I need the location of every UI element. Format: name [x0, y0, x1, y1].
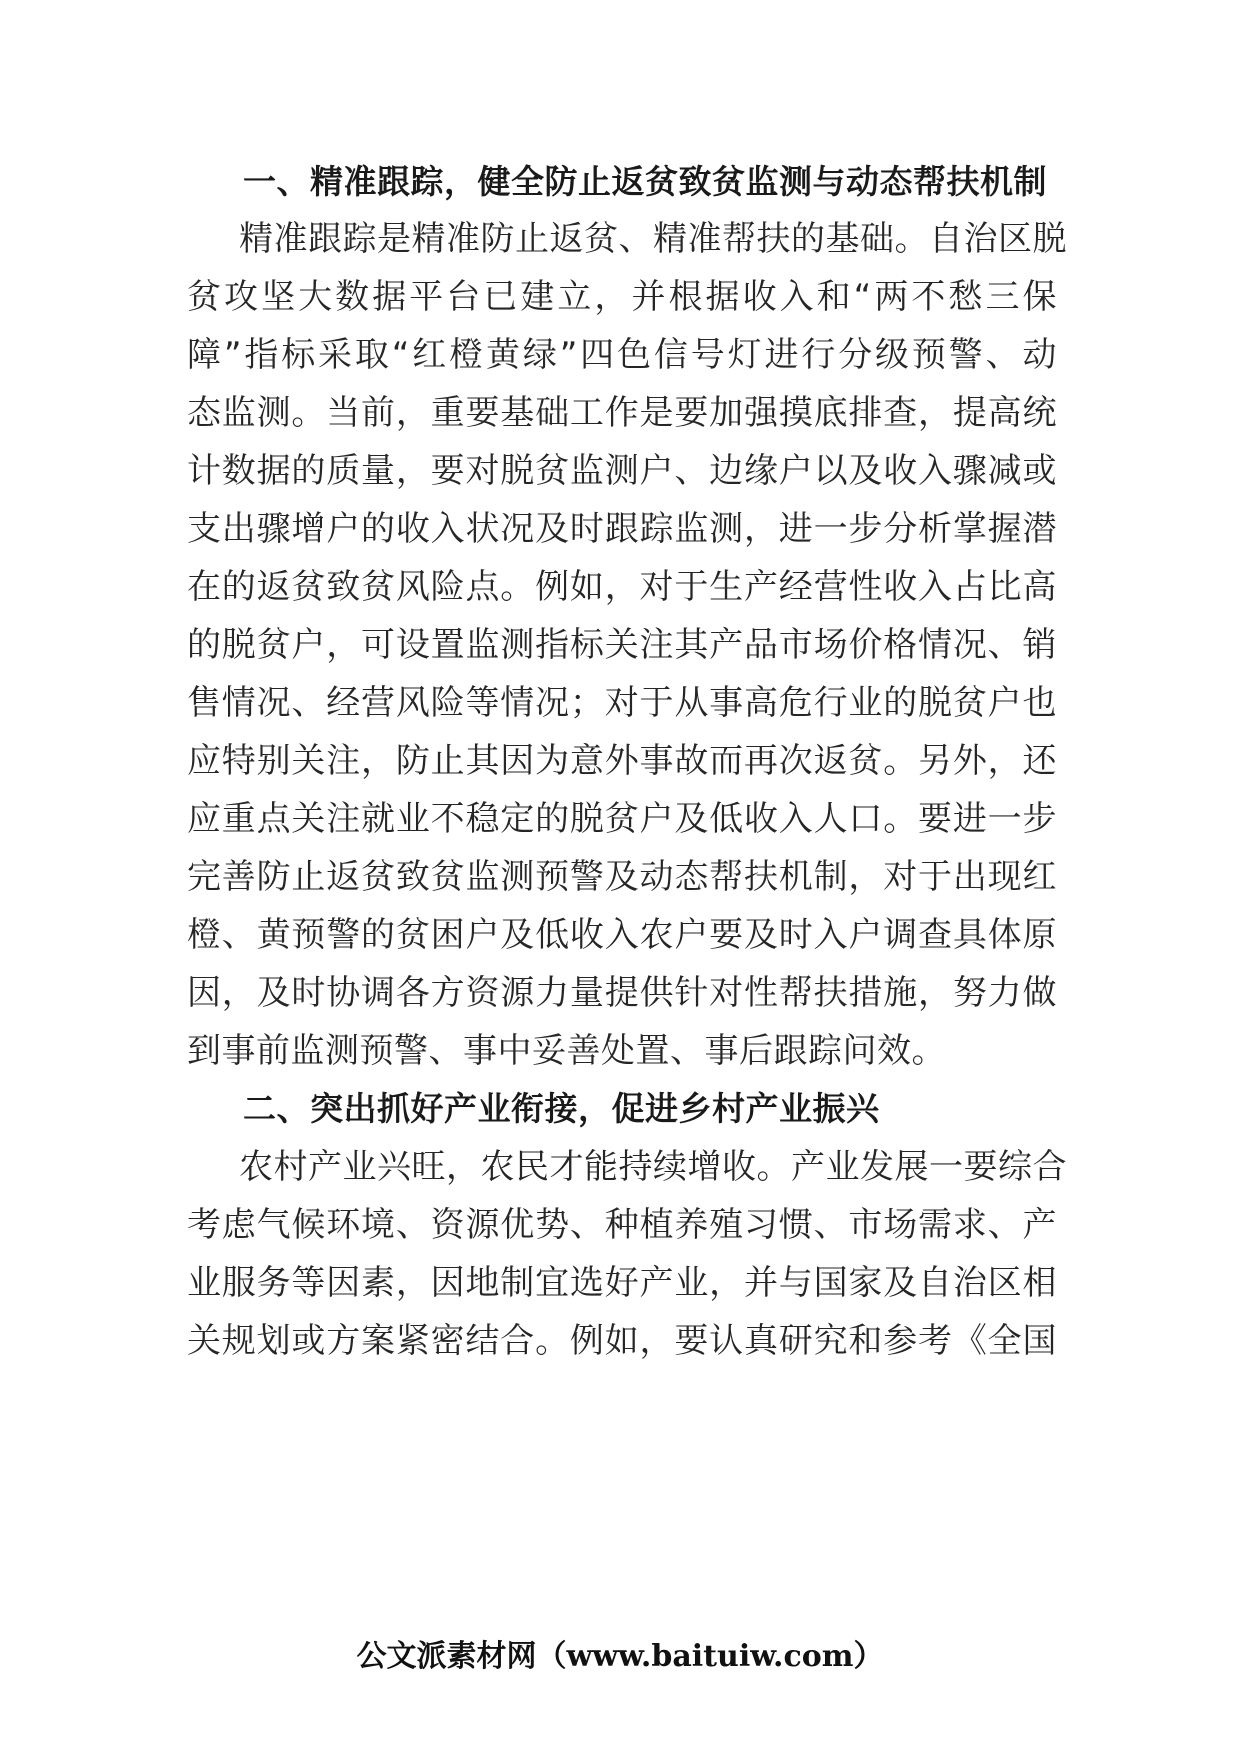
section-1-line: 障”指标采取“红橙黄绿”四色信号灯进行分级预警、动	[187, 335, 1057, 375]
section-1-line: 完善防止返贫致贫监测预警及动态帮扶机制，对于出现红	[187, 857, 1057, 897]
section-2-heading: 二、突出抓好产业衔接，促进乡村产业振兴	[243, 1089, 880, 1128]
section-1-line: 支出骤增户的收入状况及时跟踪监测，进一步分析掌握潜	[187, 509, 1057, 549]
section-1-line: 贫攻坚大数据平台已建立，并根据收入和“两不愁三保	[187, 277, 1057, 317]
footer-watermark: 公文派素材网（www.baituiw.com）	[356, 1639, 884, 1674]
section-2-line: 农村产业兴旺，农民才能持续增收。产业发展一要综合	[239, 1147, 1067, 1187]
section-1-heading: 一、精准跟踪，健全防止返贫致贫监测与动态帮扶机制	[243, 162, 1047, 201]
section-2-line: 业服务等因素，因地制宜选好产业，并与国家及自治区相	[187, 1263, 1057, 1303]
section-1-line: 因，及时协调各方资源力量提供针对性帮扶措施，努力做	[187, 973, 1057, 1013]
section-1-line: 应特别关注，防止其因为意外事故而再次返贫。另外，还	[187, 741, 1057, 781]
section-1-line: 在的返贫致贫风险点。例如，对于生产经营性收入占比高	[187, 567, 1057, 607]
section-1-line: 应重点关注就业不稳定的脱贫户及低收入人口。要进一步	[187, 799, 1057, 839]
section-1-line: 到事前监测预警、事中妥善处置、事后跟踪问效。	[187, 1031, 946, 1071]
section-1-line: 售情况、经营风险等情况；对于从事高危行业的脱贫户也	[187, 683, 1057, 723]
section-1-line: 计数据的质量，要对脱贫监测户、边缘户以及收入骤减或	[187, 451, 1057, 491]
section-2-line: 关规划或方案紧密结合。例如，要认真研究和参考《全国	[187, 1321, 1057, 1361]
section-1-line: 的脱贫户，可设置监测指标关注其产品市场价格情况、销	[187, 625, 1057, 665]
section-1-line: 橙、黄预警的贫困户及低收入农户要及时入户调查具体原	[187, 915, 1057, 955]
section-1-line: 精准跟踪是精准防止返贫、精准帮扶的基础。自治区脱	[239, 219, 1067, 259]
section-2-line: 考虑气候环境、资源优势、种植养殖习惯、市场需求、产	[187, 1205, 1057, 1245]
section-1-line: 态监测。当前，重要基础工作是要加强摸底排查，提高统	[187, 393, 1057, 433]
